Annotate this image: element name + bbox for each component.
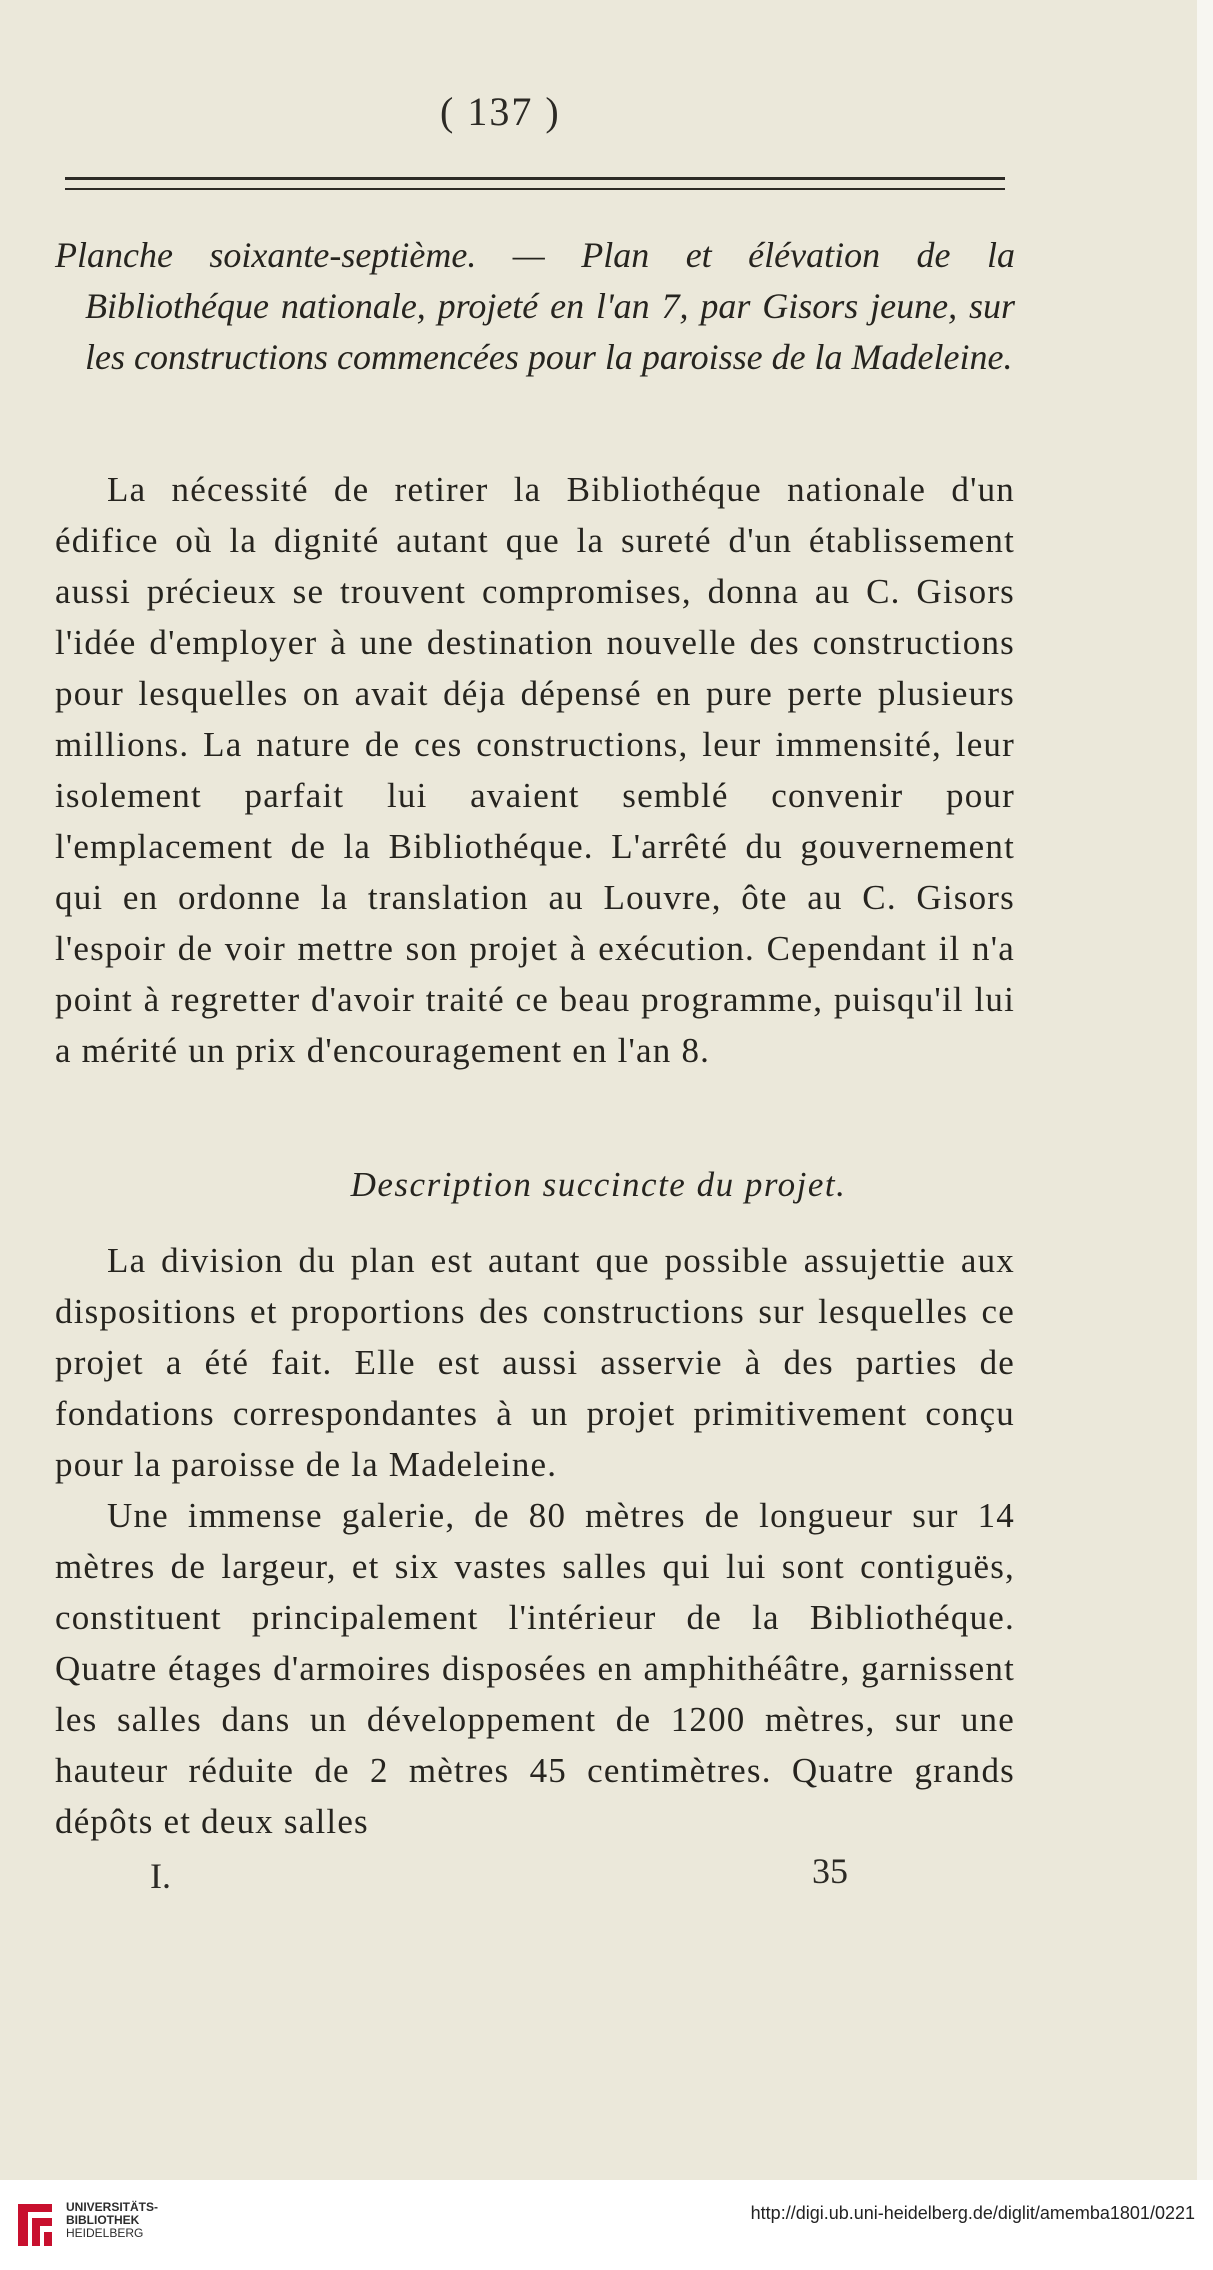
- section-heading: Description succincte du projet.: [350, 1165, 847, 1204]
- paragraph-2: La division du plan est autant que possible assujettie aux dispositions et proportions des constructions sur lesquelles ce projet a été fait. Elle est aussi asservie à des parties de fondations correspondantes à un projet primitivement conçu pour la paroisse de la Madeleine.: [55, 1241, 1015, 1484]
- paragraph-1: La nécessité de retirer la Bibliothéque nationale d'un édifice où la dignité autant que la sureté d'un établissement aussi précieux se trouvent compromises, donna au C. Gisors l'idée d'employer à une destination nouvelle des constructions pour lesquelles on avait déja dépensé en pure perte plusieurs millions. La nature de ces constructions, leur immensité, leur isolement parfait lui avaient semblé convenir pour l'emplacement de la Bibliothéque. L'arrêté du gouvernement qui en ordonne la translation au Louvre, ôte au C. Gisors l'espoir de voir mettre son projet à exécution. Cependant il n'a point à regretter d'avoir traité ce beau programme, puisqu'il lui a mérité un prix d'encouragement en l'an 8.: [55, 470, 1015, 1070]
- paragraph-3: Une immense galerie, de 80 mètres de longueur sur 14 mètres de largeur, et six vastes salles qui lui sont contiguës, constituent principalement l'intérieur de la Bibliothéque. Quatre étages d'armoires disposées en amphithéâtre, garnissent les salles dans un développement de 1200 mètres, sur une hauteur réduite de 2 mètres 45 centimètres. Quatre grands dépôts et deux salles: [55, 1496, 1015, 1841]
- caption-text: Planche soixante-septième. — Plan et élévation de la Bibliothéque nationale, projeté en l'an 7, par Gisors jeune, sur les constructions commencées pour la paroisse de la Madeleine.: [55, 235, 1015, 377]
- plate-caption: [55, 230, 1015, 383]
- library-logo-text: [66, 2201, 158, 2240]
- permalink-url[interactable]: http://digi.ub.uni-heidelberg.de/diglit/amemba1801/0221: [750, 2203, 1195, 2223]
- page-edge: [1197, 0, 1213, 2180]
- body-block-2: [55, 1235, 1015, 1847]
- header-rule-thick: [65, 177, 1005, 180]
- logo-line-3: HEIDELBERG: [66, 2226, 144, 2240]
- page-number: ( 137 ): [440, 89, 561, 134]
- logo-line-1: UNIVERSITÄTS-: [66, 2200, 159, 2214]
- viewer-footer: [0, 2180, 1213, 2270]
- header-rule-thin: [65, 188, 1005, 190]
- body-block-1: [55, 464, 1015, 1076]
- library-logo-icon: [12, 2196, 60, 2258]
- signature-mark: I.: [150, 1856, 171, 1896]
- logo-line-2: BIBLIOTHEK: [66, 2213, 140, 2227]
- folio-number: 35: [812, 1851, 848, 1891]
